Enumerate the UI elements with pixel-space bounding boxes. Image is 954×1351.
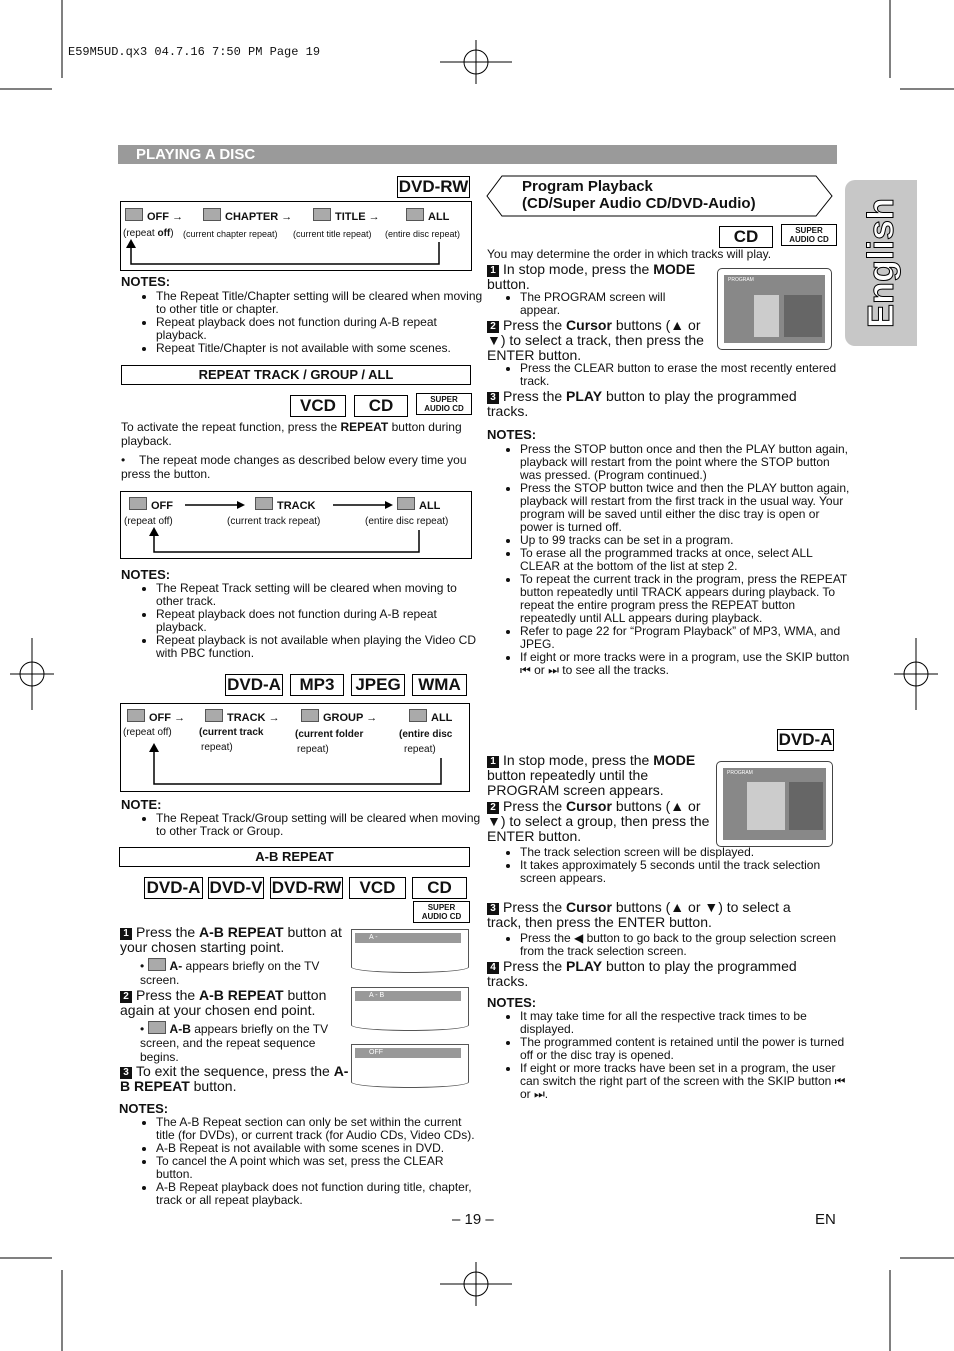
arrow-icon: → [172,211,184,223]
note-item: • The Repeat Track setting will be cleared when moving to other track. [156,582,486,608]
screen-label: PROGRAM [727,770,753,776]
vcd-badge: VCD [290,395,346,417]
ab-step-1: 1 Press the A-B REPEAT button at your chosen starting point. [120,924,342,955]
notes4-list [142,1116,482,1207]
dvda-step-2: 2 Press the Cursor buttons (▲ or ▼) to select a group, then press the ENTER button. [487,798,710,844]
notes1-head: NOTES: [121,274,171,289]
repeat-flow-chapter [120,201,472,271]
note-item: • Repeat playback is not available when playing the Video CD with PBC function. [156,634,486,660]
cd-badge: CD [412,877,467,899]
dvda-step-1: 1 In stop mode, press the MODE button repeatedly until the PROGRAM screen appears. [487,752,696,798]
note-item: • The PROGRAM screen will appear. [520,291,698,317]
flow-sub-group-2: repeat) [297,744,329,755]
arrow-icon: → [368,211,380,223]
note-item: • The track selection screen will be displayed. [520,846,846,859]
jpeg-badge: JPEG [351,674,405,696]
repeat-icon [129,497,147,510]
wma-badge: WMA [412,674,467,696]
mp3-badge: MP3 [290,674,344,696]
note-item: • The Repeat Title/Chapter setting will be cleared when moving to other title or chapter. [156,290,486,316]
note-item: • It takes approximately 5 seconds until the track selection screen appears. [520,859,846,885]
file-header: E59M5UD.qx3 04.7.16 7:50 PM Page 19 [68,45,321,59]
note-item: • Press the STOP button twice and then the PLAY button again, playback will restart from the first track in the usual way. Your program will be saved until either the disc tray is open or power is turned off. [520,482,852,534]
flow-sub-track-2: repeat) [201,742,233,753]
language-tab-label: English [860,197,901,329]
loop-arrow [121,740,469,791]
note-item: • Press the CLEAR button to erase the most recently entered track. [520,362,840,388]
notes4-head: NOTES: [119,1101,169,1116]
note-item: • It may take time for all the respective track times to be displayed. [520,1010,846,1036]
program-title-line1: Program Playback [522,178,653,195]
flow-sub-off: (repeat off) [123,228,174,239]
tv-screen-a [351,929,469,973]
flow-title: TITLE [335,211,366,223]
loop-arrow [121,526,471,558]
language-code: EN [815,1211,836,1228]
dvd-rw-badge: DVD-RW [398,177,469,196]
flow-sub-all: (entire disc repeat) [365,516,449,527]
note-item: • Press the ◀ button to go back to the group selection screen from the track selection screen. [520,932,846,958]
program-title-line2: (CD/Super Audio CD/DVD-Audio) [522,195,756,212]
repeat-icon [203,208,221,221]
flow-sub-group: (current folder [295,729,364,740]
note3-head: NOTE: [121,797,162,812]
repeat-icon [205,709,223,722]
repeat-flow-track: OFF TRACK ALL (repeat off) (current track repeat) (entire disc repeat) [120,491,472,559]
ab-step-2: 2 Press the A-B REPEAT button again at your chosen end point. [120,987,327,1018]
repeat-intro-bullet: • The repeat mode changes as described below every time you press the button. [121,453,467,481]
flow-sub-track: (current track repeat) [227,516,321,527]
vcd-badge: VCD [349,877,406,899]
dvda-step-3-bullets [506,932,846,958]
ab-step-3: 3 To exit the sequence, press the A-B REPEAT button. [120,1063,349,1094]
repeat-icon [148,1021,166,1034]
note-item: • Refer to page 22 for “Program Playback” of MP3, WMA, and JPEG. [520,625,852,651]
note-item: • To erase all the programmed tracks at once, select ALL CLEAR at the bottom of the list at step 2. [520,547,852,573]
dvd-rw-badge: DVD-RW [271,878,342,897]
flow-sub-all: (entire disc [399,729,453,740]
note-item: • A-B Repeat is not available with some scenes in DVD. [156,1142,482,1155]
cd-step-1: 1 In stop mode, press the MODE button. [487,261,696,292]
arrow-icon [333,500,395,510]
arrow-icon: → [366,712,378,724]
repeat-icon [406,208,424,221]
flow-sub-track: (current track [199,727,264,738]
cd-badge: CD [354,395,408,417]
note3-list [142,812,486,838]
flow-sub-off: (repeat off) [124,516,173,527]
cd-step-2-bullets [506,362,840,388]
tv-screen-label: OFF [355,1048,461,1058]
super-audio-cd-badge: SUPER AUDIO CD [781,224,837,246]
program-playback-title [522,178,756,212]
tv-screen-off [351,1044,469,1088]
tv-screen-label: A - [355,933,461,943]
repeat-intro: To activate the repeat function, press the REPEAT button during playback. [121,420,462,448]
notes1-list [142,290,486,355]
program-notes-list [506,443,852,677]
repeat-icon [125,208,143,221]
tv-screen-label: A - B [355,991,461,1001]
ab-step-1-bullet: • A- appears briefly on the TV screen. [140,959,320,987]
note-item: • Repeat playback does not function during A-B repeat playback. [156,316,486,342]
cd-step-3: 3 Press the PLAY button to play the programmed tracks. [487,388,797,419]
page-number: – 19 – [452,1211,494,1228]
loop-arrow [121,238,471,270]
repeat-icon [397,497,415,510]
flow-chapter: CHAPTER [225,211,279,223]
flow-sub-all-2: repeat) [404,744,436,755]
flow-sub-chapter: (current chapter repeat) [183,229,278,239]
dvd-a-badge: DVD-A [778,730,833,749]
flow-sub-all: (entire disc repeat) [385,229,461,239]
program-intro: You may determine the order in which tracks will play. [487,247,772,261]
flow-sub-title: (current title repeat) [293,229,372,239]
dvd-a-badge: DVD-A [144,877,203,899]
note-item: • To cancel the A point which was set, press the CLEAR button. [156,1155,482,1181]
note-item: • Repeat Title/Chapter is not available with some scenes. [156,342,486,355]
program-notes-head: NOTES: [487,427,537,442]
note-item: • Up to 99 tracks can be set in a program. [520,534,852,547]
language-tab [845,180,917,346]
arrow-icon: → [281,211,293,223]
cd-step-1-bullets [506,291,698,317]
ab-step-2-bullet: • A-B appears briefly on the TV screen, and the repeat sequence begins. [140,1022,329,1064]
repeat-flow-group: OFF → TRACK → GROUP → ALL (repeat off) (current track repeat) (current folder repeat) (entire disc repeat) [120,703,470,792]
screen-label: PROGRAM [728,277,754,283]
cd-badge: CD [719,226,773,248]
program-screen-dvda [716,761,833,847]
flow-off: OFF [147,211,169,223]
ab-repeat-title: A-B REPEAT [119,847,470,867]
repeat-track-title: REPEAT TRACK / GROUP / ALL [121,365,471,385]
flow-sub-off: (repeat off) [123,727,172,738]
cd-step-2: 2 Press the Cursor buttons (▲ or ▼) to select a track, then press the ENTER button. [487,317,704,363]
repeat-icon [127,709,145,722]
arrow-icon: → [268,712,280,724]
arrow-icon: → [174,712,186,724]
dvd-v-badge: DVD-V [209,878,263,897]
note-item: • A-B Repeat playback does not function during title, chapter, track or all repeat playback. [156,1181,482,1207]
dvda-notes-list [506,1010,846,1101]
note-item: • The A-B Repeat section can only be set within the current title (for DVDs), or current track (for Audio CDs, Video CDs). [156,1116,482,1142]
notes2-list [142,582,486,660]
note-item: • If eight or more tracks were in a program, use the SKIP button ⏮ or ⏭ to see all the tracks. [520,651,852,677]
super-audio-cd-badge: SUPER AUDIO CD [413,901,470,923]
repeat-icon [313,208,331,221]
dvda-step-3: 3 Press the Cursor buttons (▲ or ▼) to select a track, then press the ENTER button. [487,899,791,930]
dvda-step-4: 4 Press the PLAY button to play the programmed tracks. [487,958,797,989]
dvda-notes-head: NOTES: [487,995,537,1010]
tv-screen-ab [351,987,469,1031]
note-item: • Repeat playback does not function during A-B repeat playback. [156,608,486,634]
repeat-icon [409,709,427,722]
note-item: • The programmed content is retained until the power is turned off or the disc tray is opened. [520,1036,846,1062]
flow-all: ALL [428,211,450,223]
note-item: • The Repeat Track/Group setting will be cleared when moving to other Track or Group. [156,812,486,838]
program-screen-cd [717,268,832,350]
arrow-icon [185,500,247,510]
note-item: • Press the STOP button once and then the PLAY button again, playback will restart from the point where the STOP button was pressed. (Program continued.) [520,443,852,482]
super-audio-cd-badge: SUPER AUDIO CD [416,393,472,415]
section-bar: PLAYING A DISC [118,145,837,164]
notes2-head: NOTES: [121,567,171,582]
repeat-icon [255,497,273,510]
dvda-step-2-bullets [506,846,846,885]
note-item: • To repeat the current track in the program, press the REPEAT button repeatedly until TRACK appears during playback. To repeat the entire program press the REPEAT button repeatedly until ALL appears during playback. [520,573,852,625]
repeat-icon [148,958,166,971]
note-item: • If eight or more tracks have been set in a program, the user can switch the right part of the screen with the SKIP button ⏮ or ⏭. [520,1062,846,1101]
dvd-a-badge: DVD-A [225,674,283,696]
repeat-icon [301,709,319,722]
